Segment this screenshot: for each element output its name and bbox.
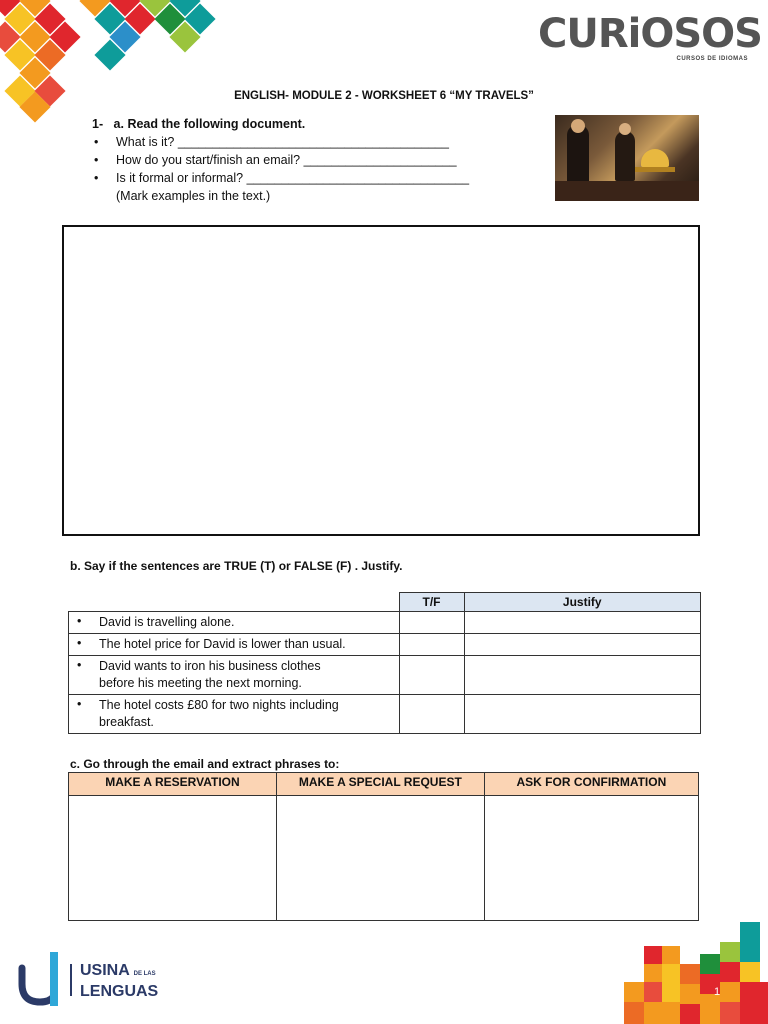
question-3: • Is it formal or informal? ________________________________ xyxy=(94,171,470,185)
decorative-mosaic-bottom xyxy=(600,922,768,1024)
table-row: • David is travelling alone. xyxy=(69,612,701,634)
question-1: • What is it? _______________________________________ xyxy=(94,135,449,149)
curiosos-logo xyxy=(538,11,762,62)
phrases-table xyxy=(68,772,699,921)
tf-header-tf: T/F xyxy=(399,593,464,612)
justify-answer-cell[interactable] xyxy=(464,612,701,634)
section-a xyxy=(92,115,542,205)
tf-answer-cell[interactable] xyxy=(399,656,464,695)
tf-answer-cell[interactable] xyxy=(399,695,464,734)
tf-header-statement xyxy=(69,593,400,612)
section-number: 1- xyxy=(92,117,104,131)
brand-line1: USINA xyxy=(80,962,130,979)
tf-answer-cell[interactable] xyxy=(399,612,464,634)
tf-answer-cell[interactable] xyxy=(399,634,464,656)
reservation-answer-cell[interactable] xyxy=(69,796,277,921)
usina-lenguas-logo xyxy=(16,950,186,1010)
true-false-table xyxy=(68,592,701,734)
justify-answer-cell[interactable] xyxy=(464,634,701,656)
logo-text: CURiOSOS xyxy=(538,11,762,57)
confirmation-answer-cell[interactable] xyxy=(484,796,698,921)
header-ask-confirmation: ASK FOR CONFIRMATION xyxy=(484,773,698,796)
usina-u-icon xyxy=(16,950,72,1010)
hotel-reception-photo xyxy=(555,115,699,201)
section-c-heading: c. Go through the email and extract phrases to: xyxy=(70,757,340,771)
decorative-mosaic-top xyxy=(0,0,230,120)
justify-answer-cell[interactable] xyxy=(464,695,701,734)
question-2: • How do you start/finish an email? ______________________ xyxy=(94,153,457,167)
table-row: • The hotel price for David is lower than usual. xyxy=(69,634,701,656)
table-row: • David wants to iron his business clothes before his meeting the next morning. xyxy=(69,656,701,695)
justify-answer-cell[interactable] xyxy=(464,656,701,695)
tf-header-justify: Justify xyxy=(464,593,701,612)
special-request-answer-cell[interactable] xyxy=(276,796,484,921)
brand-small: DE LAS xyxy=(133,971,156,977)
page-number: 1 xyxy=(713,986,721,998)
section-a-heading: a. Read the following document. xyxy=(113,117,306,131)
table-row: • The hotel costs £80 for two nights including breakfast. xyxy=(69,695,701,734)
worksheet-title: ENGLISH- MODULE 2 - WORKSHEET 6 “MY TRAVELS” xyxy=(234,90,534,102)
question-note: (Mark examples in the text.) xyxy=(116,189,271,203)
logo-subtitle: CURSOS DE IDIOMAS xyxy=(676,56,748,62)
brand-line2: LENGUAS xyxy=(80,983,159,1000)
header-special-request: MAKE A SPECIAL REQUEST xyxy=(276,773,484,796)
document-box xyxy=(62,225,700,536)
section-b-heading: b. Say if the sentences are TRUE (T) or FALSE (F) . Justify. xyxy=(70,559,403,573)
header-make-reservation: MAKE A RESERVATION xyxy=(69,773,277,796)
